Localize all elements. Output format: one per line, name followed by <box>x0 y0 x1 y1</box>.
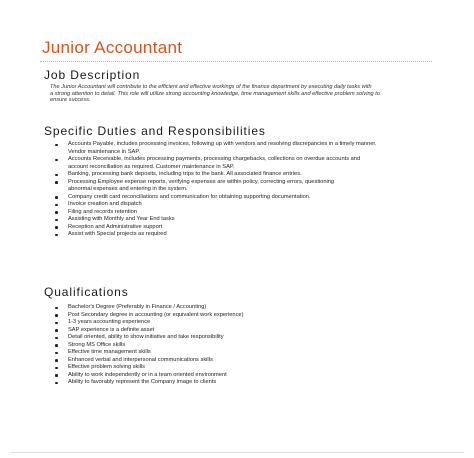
job-description-line: The Junior Accountant will contribute to the efficient and effective workings of the finance department by executing daily tasks with <box>50 84 372 90</box>
bullet-icon <box>55 374 58 377</box>
list-item <box>54 312 243 320</box>
bullet-icon <box>55 196 58 199</box>
bullet-icon <box>55 181 58 184</box>
qualifications-list <box>54 304 243 387</box>
list-item <box>54 231 377 239</box>
list-item-text: Enhanced verbal and interpersonal communications skills <box>68 356 213 363</box>
title-divider <box>40 61 432 62</box>
list-item-text: Ability to work independently or in a team oriented environment <box>68 371 227 378</box>
list-item-text: Company credit card reconciliations and communication for obtaining supporting documentation. <box>68 193 311 200</box>
list-item <box>54 194 377 202</box>
list-item <box>54 171 377 179</box>
bullet-icon <box>55 359 58 362</box>
bullet-icon <box>55 219 58 222</box>
list-item-text: Filing and records retention <box>68 208 137 215</box>
bullet-icon <box>55 352 58 355</box>
list-item <box>54 364 243 372</box>
duties-list <box>54 141 377 239</box>
bullet-icon <box>55 307 58 310</box>
list-item-text: Assisting with Monthly and Year End tasks <box>68 216 175 222</box>
list-item <box>54 209 377 217</box>
bullet-icon <box>55 234 58 237</box>
list-item <box>54 224 377 232</box>
list-item-text: Strong MS Office skills <box>68 341 126 348</box>
bullet-icon <box>55 329 58 332</box>
list-item <box>54 334 243 342</box>
list-item <box>54 327 243 335</box>
job-description-paragraph <box>50 84 434 104</box>
bullet-icon <box>55 226 58 229</box>
bullet-icon <box>55 204 58 207</box>
list-item-text: Reception and Administrative support <box>68 223 163 230</box>
list-item-text: Assist with Special projects as required <box>68 231 167 237</box>
list-item <box>54 201 377 209</box>
list-item <box>54 319 243 327</box>
bullet-icon <box>55 367 58 370</box>
bullet-icon <box>55 344 58 347</box>
job-description-line: a strong attention to detail. This role will utilize strong accounting knowledge, time management skills and effective problem solving to <box>50 90 380 97</box>
list-item-text: abnormal expenses and entering in the system. <box>68 186 188 192</box>
bullet-icon <box>55 211 58 214</box>
list-item <box>54 216 377 224</box>
list-item-text: Effective problem solving skills <box>68 364 146 370</box>
bullet-icon <box>55 159 58 162</box>
list-item <box>54 379 243 387</box>
bullet-icon <box>55 144 58 147</box>
bullet-icon <box>55 174 58 177</box>
list-item-text: Processing Employee expense reports, verifying expenses are within policy, correcting errors, questioning <box>68 178 335 185</box>
bullet-icon <box>55 337 58 340</box>
list-item <box>54 304 243 312</box>
list-item-text: 1-3 years accounting experience <box>68 319 151 325</box>
list-item <box>54 156 377 171</box>
list-item-text: Bachelor's Degree (Preferably in Finance / Accounting) <box>68 304 207 310</box>
list-item <box>54 179 377 194</box>
list-item-text: Vendor maintenance in SAP. <box>68 148 140 155</box>
list-item <box>54 141 377 156</box>
list-item <box>54 357 243 365</box>
list-item-text: Accounts Payable, includes processing invoices, following up with vendors and resolving discrepancies in a timely manner. <box>68 141 377 147</box>
list-item-text: Detail oriented, ability to show initiative and take responsibility <box>68 334 224 340</box>
document-title: Junior Accountant <box>42 38 183 57</box>
list-item-text: Accounts Receivable, includes processing payments, processing chargebacks, collections on overdue accounts and <box>68 156 361 162</box>
list-item-text: SAP experience is a definite asset <box>68 326 155 333</box>
qualifications-heading: Qualifications <box>44 285 129 299</box>
list-item <box>54 349 243 357</box>
list-item-text: Effective time management skills <box>68 349 151 355</box>
list-item-text: Invoice creation and dispatch <box>68 201 142 207</box>
page-bottom-divider <box>10 452 464 453</box>
list-item-text: account reconciliation as required. Customer maintenance in SAP. <box>68 163 235 170</box>
list-item-text: Banking, processing bank deposits, including trips to the bank. All associated finance entries. <box>68 171 302 177</box>
job-description-heading: Job Description <box>44 68 141 82</box>
bullet-icon <box>55 314 58 317</box>
bullet-icon <box>55 322 58 325</box>
bullet-icon <box>55 382 58 385</box>
duties-heading: Specific Duties and Responsibilities <box>44 124 266 138</box>
list-item <box>54 342 243 350</box>
list-item <box>54 372 243 380</box>
list-item-text: Ability to favorably represent the Company image to clients <box>68 379 217 385</box>
job-description-line: ensure success. <box>50 97 91 104</box>
list-item-text: Post Secondary degree in accounting (or equivalent work experience) <box>68 311 244 318</box>
